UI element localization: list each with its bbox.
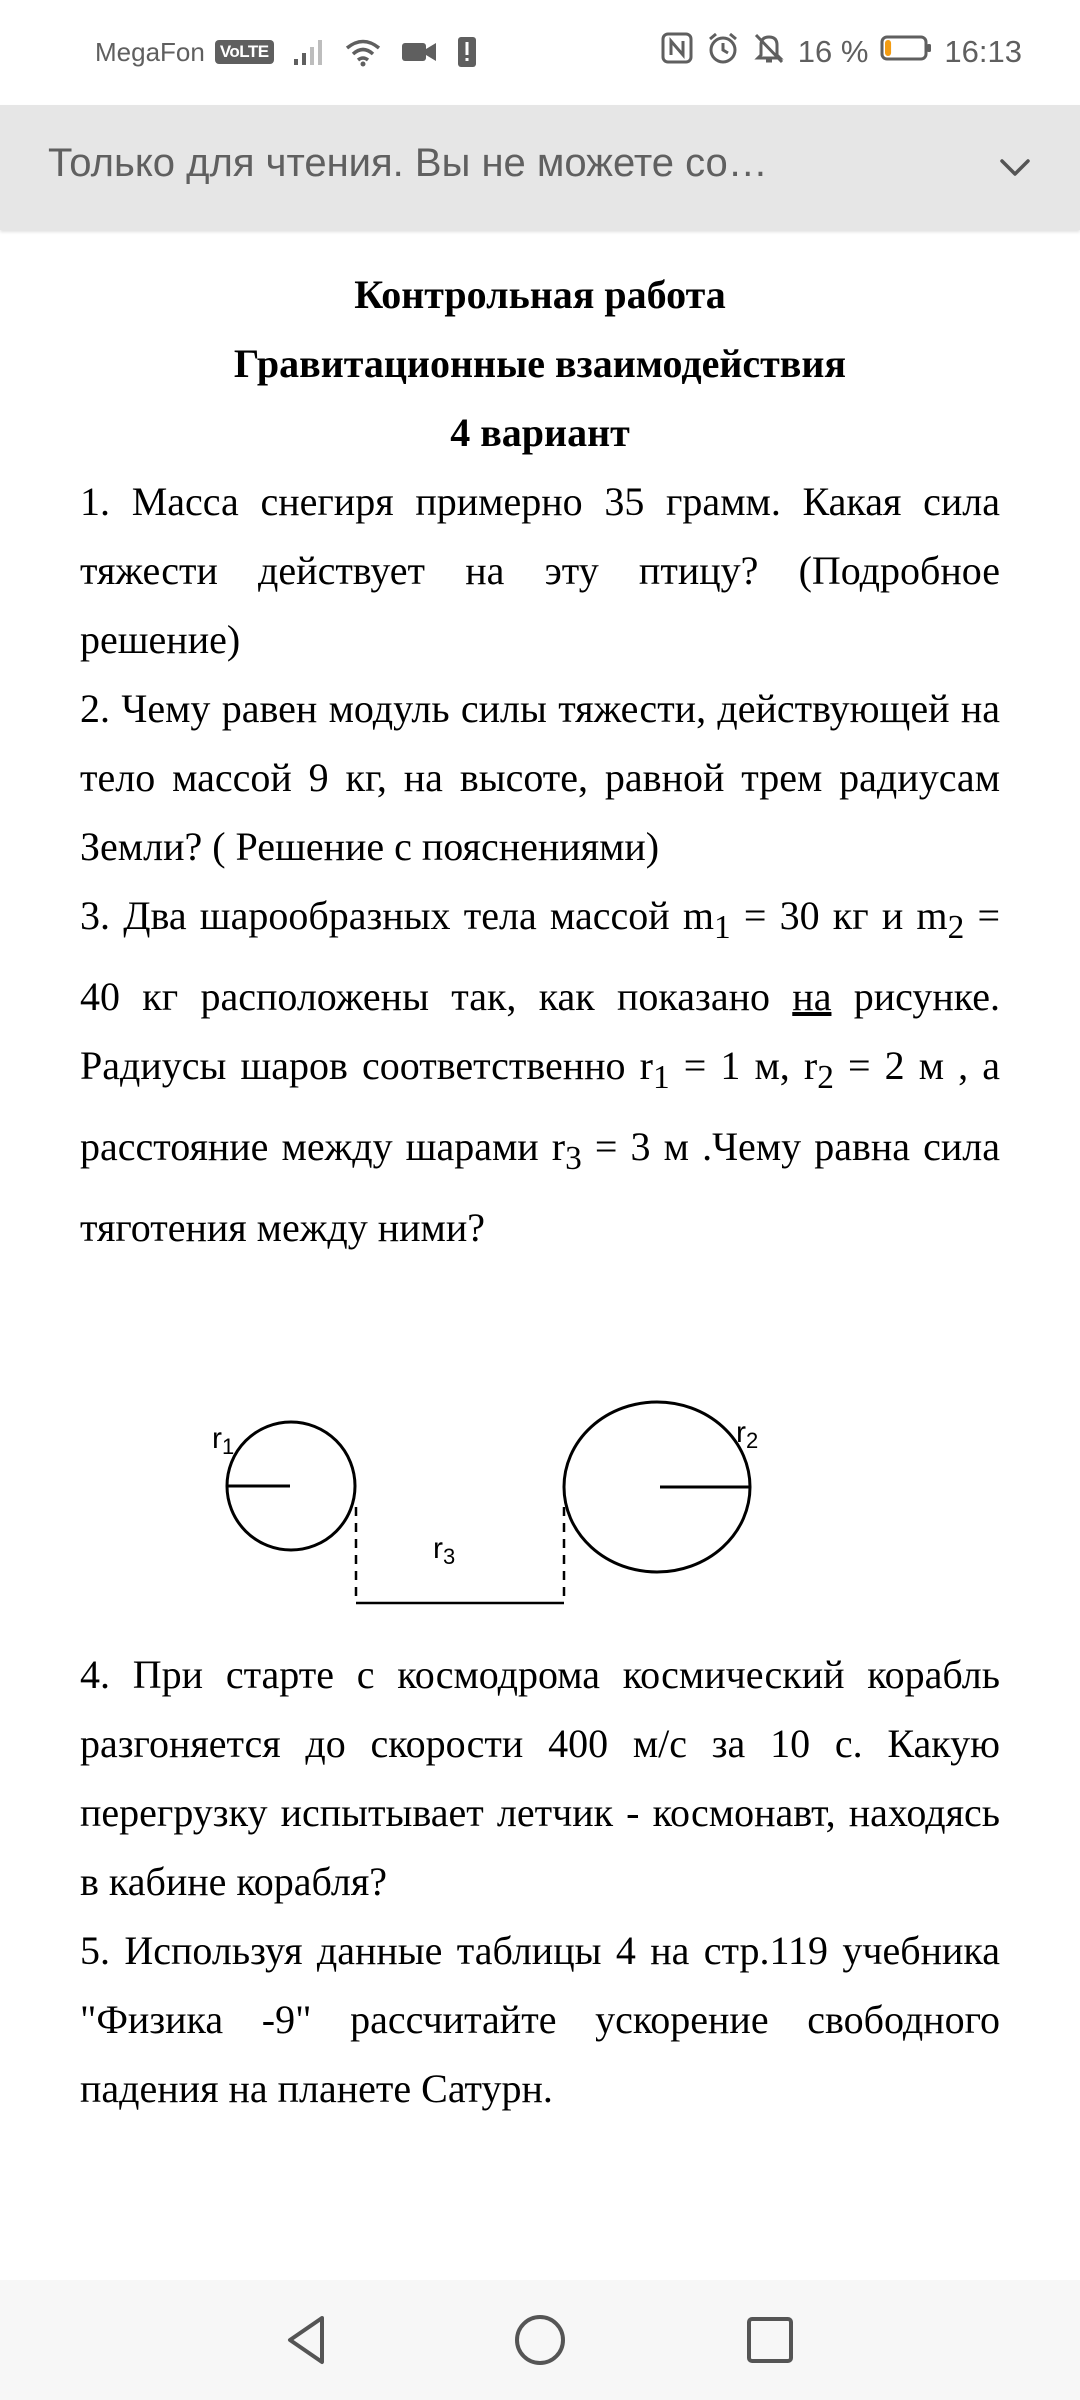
battery-percent: 16 % — [797, 34, 869, 69]
signal-icon — [292, 37, 326, 67]
q3-part-b: = 30 кг и m — [730, 893, 948, 938]
back-icon[interactable] — [276, 2308, 340, 2372]
alarm-icon — [706, 31, 740, 73]
nfc-icon — [660, 31, 694, 73]
q3-part-c: = 40 кг расположены так, как показано — [80, 893, 1000, 1019]
q3-part-e: = 1 м, r — [669, 1043, 818, 1088]
title-line-1: Контрольная работа — [354, 272, 726, 317]
document-body-continued — [80, 1640, 1000, 2123]
status-left — [95, 30, 478, 74]
spheres-figure — [180, 1380, 780, 1620]
mute-icon — [752, 31, 786, 73]
home-icon[interactable] — [508, 2308, 572, 2372]
r1-label: $r_1$ — [212, 1422, 235, 1459]
battery-icon — [880, 33, 932, 71]
clock-time: 16:13 — [944, 34, 1022, 69]
question-4: 4. При старте с космодрома космический корабль разгоняется до скорости 400 м/с за 10 с. Какую перегрузку испытывает летчик - космонавт, находясь в кабине корабля? — [80, 1652, 1000, 1904]
q3-part-g: = 3 м .Чему равна сила тяготения между ними? — [80, 1124, 1000, 1250]
question-5: 5. Используя данные таблицы 4 на стр.119 учебника "Физика -9" рассчитайте ускорение свободного падения на планете Сатурн. — [80, 1928, 1000, 2111]
title-line-3: 4 вариант — [450, 410, 630, 455]
title-line-2: Гравитационные взаимодействия — [233, 341, 847, 386]
wifi-icon — [344, 37, 382, 67]
q3-underlined-word: на — [792, 974, 832, 1019]
m2-subscript: 2 — [947, 909, 965, 946]
m1-subscript: 1 — [713, 909, 731, 946]
question-1: 1. Масса снегиря примерно 35 грамм. Какая сила тяжести действует на эту птицу? (Подробное решение) — [80, 479, 1000, 662]
question-3 — [80, 881, 1000, 1262]
read-only-message: Только для чтения. Вы не можете со… — [48, 141, 768, 185]
read-only-banner[interactable] — [0, 105, 1080, 230]
q3-part-d: рисунке. Радиусы шаров соответственно r — [80, 974, 1000, 1088]
alert-icon — [456, 35, 478, 69]
r2-label: $r_2$ — [736, 1416, 759, 1453]
volte-badge: VoLTE — [215, 40, 274, 64]
chevron-down-icon[interactable] — [990, 143, 1040, 193]
document-body — [80, 260, 1000, 1262]
navigation-bar — [0, 2280, 1080, 2400]
question-2: 2. Чему равен модуль силы тяжести, действующей на тело массой 9 кг, на высоте, равной трем радиусам Земли? ( Решение с пояснениями) — [80, 686, 1000, 869]
recents-icon[interactable] — [738, 2308, 802, 2372]
status-bar — [0, 0, 1080, 105]
r3-subscript: 3 — [565, 1140, 582, 1177]
r2-subscript: 2 — [817, 1059, 834, 1096]
q3-part-a: 3. Два шарообразных тела массой m — [80, 893, 714, 938]
status-right — [660, 30, 1022, 74]
video-icon — [400, 39, 438, 65]
r3-label: $r_3$ — [433, 1532, 456, 1569]
r1-subscript: 1 — [652, 1059, 670, 1096]
q3-part-f: = 2 м , а расстояние между шарами r — [80, 1043, 1000, 1169]
carrier-name: MegaFon — [95, 36, 205, 67]
